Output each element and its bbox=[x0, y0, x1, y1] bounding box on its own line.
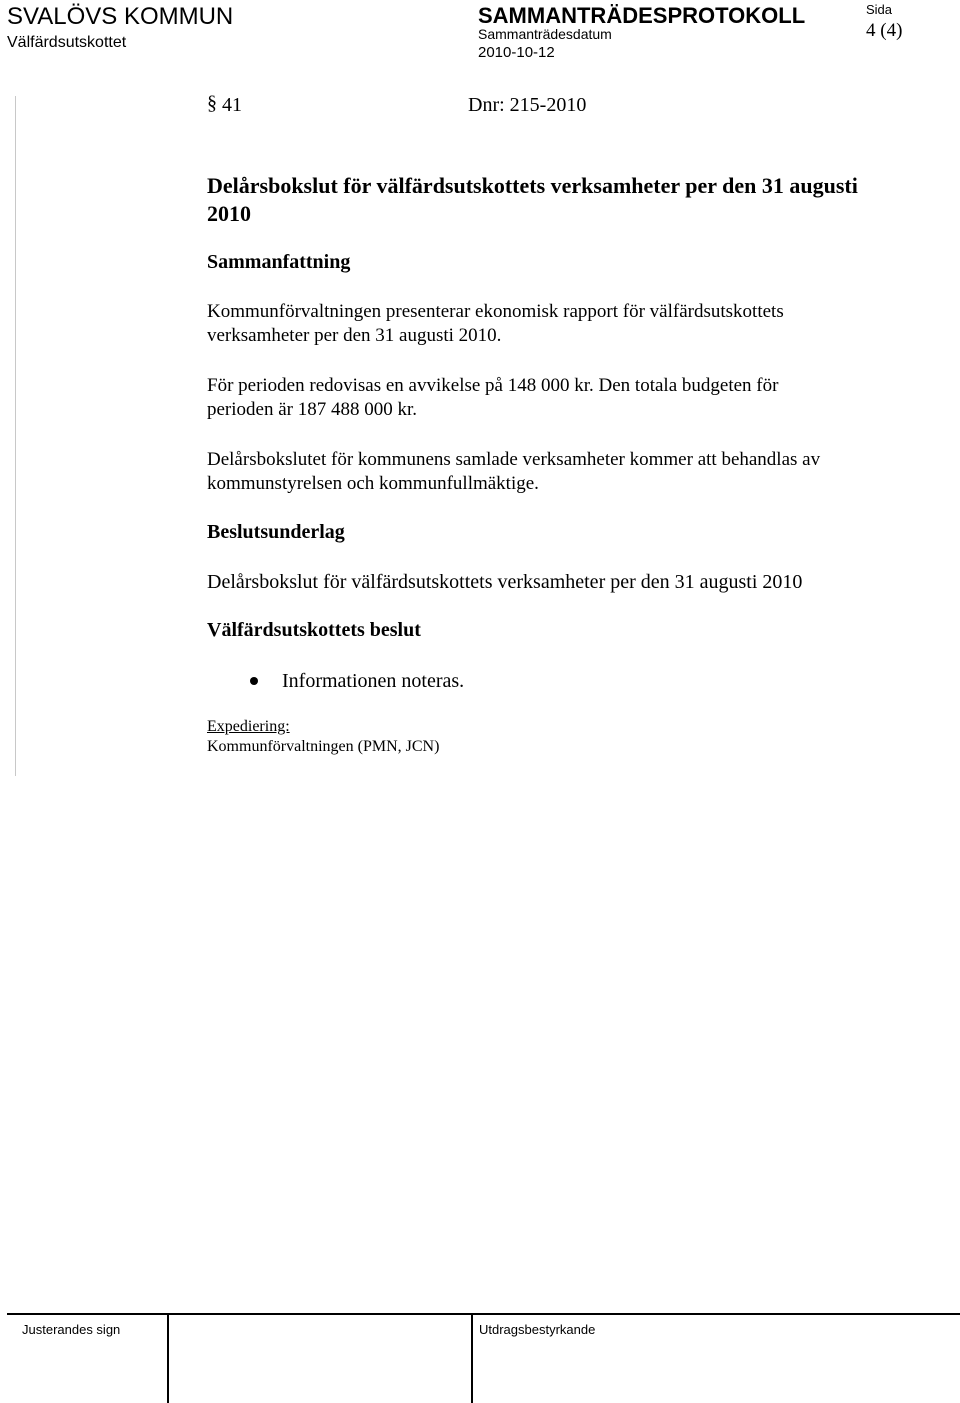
org-name: SVALÖVS KOMMUN bbox=[7, 3, 234, 30]
page-label: Sida bbox=[866, 2, 893, 17]
summary-p2-line1: För perioden redovisas en avvikelse på 148 000 kr. Den totala budgeten för bbox=[207, 375, 779, 396]
meeting-date-label: Sammanträdesdatum bbox=[478, 26, 612, 42]
item-title: Delårsbokslut för välfärdsutskottets verksamheter per den 31 augusti 2010 bbox=[207, 173, 858, 226]
footer-rule bbox=[7, 1313, 960, 1315]
decision-heading: Välfärdsutskottets beslut bbox=[207, 619, 421, 641]
summary-p2-line2: perioden är 187 488 000 kr. bbox=[207, 399, 418, 420]
decision-item: Informationen noteras. bbox=[282, 670, 465, 692]
summary-p1-line1: Kommunförvaltningen presenterar ekonomisk rapport för välfärdsutskottets bbox=[207, 301, 784, 322]
summary-p3-line2: kommunstyrelsen och kommunfullmäktige. bbox=[207, 473, 539, 494]
committee-name: Välfärdsutskottet bbox=[7, 34, 127, 51]
document-title: SAMMANTRÄDESPROTOKOLL bbox=[478, 3, 806, 28]
page-number: 4 (4) bbox=[866, 20, 903, 41]
paragraph-sign: § bbox=[207, 92, 217, 114]
footer-divider bbox=[471, 1313, 473, 1403]
basis-heading: Beslutsunderlag bbox=[207, 521, 345, 543]
dispatch-value: Kommunförvaltningen (PMN, JCN) bbox=[207, 738, 440, 755]
sign-label: Justerandes sign bbox=[22, 1322, 121, 1337]
paragraph-number: 41 bbox=[222, 94, 242, 116]
margin-line bbox=[15, 96, 16, 776]
dispatch-label: Expediering: bbox=[207, 718, 290, 735]
diary-number: Dnr: 215-2010 bbox=[468, 94, 587, 116]
summary-p3-line1: Delårsbokslutet för kommunens samlade verksamheter kommer att behandlas av bbox=[207, 449, 821, 470]
extract-label: Utdragsbestyrkande bbox=[479, 1322, 596, 1337]
basis-text: Delårsbokslut för välfärdsutskottets verksamheter per den 31 augusti 2010 bbox=[207, 571, 803, 593]
summary-p1-line2: verksamheter per den 31 augusti 2010. bbox=[207, 325, 502, 346]
bullet-icon bbox=[250, 677, 258, 685]
meeting-date: 2010-10-12 bbox=[478, 44, 555, 61]
summary-heading: Sammanfattning bbox=[207, 251, 351, 273]
footer-divider bbox=[167, 1313, 169, 1403]
